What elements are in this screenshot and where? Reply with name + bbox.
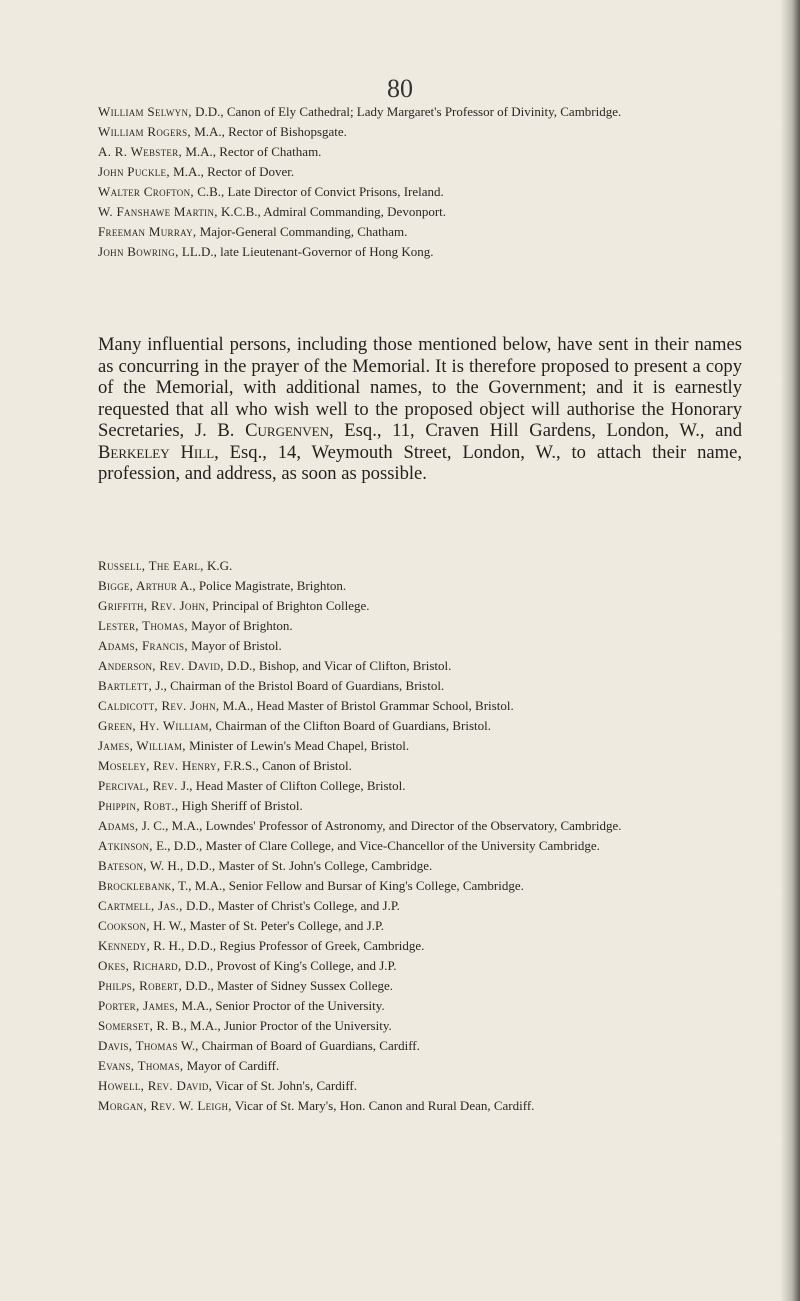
entry-details: C.B., Late Director of Convict Prisons, Ireland.	[193, 184, 444, 199]
entry-details: LL.D., late Lieutenant-Governor of Hong Kong.	[178, 244, 434, 259]
list-entry	[98, 978, 738, 994]
entry-details: F.R.S., Canon of Bristol.	[220, 758, 352, 773]
entry-details: Mayor of Bristol.	[187, 638, 282, 653]
entry-name: Russell, The Earl,	[98, 558, 204, 573]
entry-name: Walter Crofton,	[98, 184, 194, 199]
entry-name: Evans, Thomas,	[98, 1058, 184, 1073]
memorial-paragraph	[98, 334, 742, 485]
list-entry	[98, 618, 738, 634]
entry-name: Griffith, Rev. John,	[98, 598, 209, 613]
entry-details: M.A., Head Master of Bristol Grammar School, Bristol.	[219, 698, 514, 713]
entry-name: Percival, Rev.	[98, 778, 178, 793]
list-entry	[98, 124, 738, 140]
list-entry	[98, 598, 738, 614]
entry-name: Adams,	[98, 818, 139, 833]
list-entry	[98, 718, 738, 734]
entry-details: R. B., M.A., Junior Proctor of the University.	[153, 1018, 392, 1033]
entry-name: Bateson,	[98, 858, 147, 873]
list-entry	[98, 244, 738, 260]
entry-name: Anderson, Rev. David,	[98, 658, 224, 673]
entry-details: Minister of Lewin's Mead Chapel, Bristol.	[185, 738, 410, 753]
entry-name: Porter, James,	[98, 998, 179, 1013]
list-entry	[98, 958, 738, 974]
signatories-top-list	[98, 104, 738, 264]
secretary-name-1: Curgenven,	[245, 420, 334, 441]
list-entry	[98, 818, 738, 834]
entry-details: D.D., Master of Christ's College, and J.P.	[182, 898, 400, 913]
entry-name: John Puckle,	[98, 164, 170, 179]
entry-name: James, William,	[98, 738, 186, 753]
list-entry	[98, 224, 738, 240]
list-entry	[98, 1018, 738, 1034]
entry-name: Cookson,	[98, 918, 150, 933]
entry-details: Major-General Commanding, Chatham.	[196, 224, 408, 239]
list-entry	[98, 898, 738, 914]
entry-name: Phippin, Robt.,	[98, 798, 179, 813]
entry-details: Chairman of the Clifton Board of Guardians, Bristol.	[212, 718, 491, 733]
page-edge-shadow	[780, 0, 800, 1301]
list-entry	[98, 144, 738, 160]
entry-details: Vicar of St. John's, Cardiff.	[212, 1078, 358, 1093]
list-entry	[98, 778, 738, 794]
list-entry	[98, 578, 738, 594]
paragraph-text-1: Many influential persons, including those mentioned below, have sent in their names as concurring in the prayer of the Memorial. It is therefore proposed to present a copy of the Memorial, with additional names, to the Government; and it is earnestly requested that all who wish well to the proposed object will authorise the Honorary Secretaries, J. B.	[98, 334, 742, 441]
list-entry	[98, 164, 738, 180]
entry-details: D.D., Master of Sidney Sussex College.	[182, 978, 393, 993]
entry-name: Morgan, Rev. W. Leigh,	[98, 1098, 232, 1113]
entry-name: Atkinson,	[98, 838, 153, 853]
entry-details: Mayor of Brighton.	[187, 618, 293, 633]
entry-name: John Bowring,	[98, 244, 179, 259]
entry-details: K.G.	[203, 558, 233, 573]
entry-details: M.A., Rector of Chatham.	[182, 144, 322, 159]
entry-details: D.D., Canon of Ely Cathedral; Lady Margaret's Professor of Divinity, Cambridge.	[191, 104, 622, 119]
list-entry	[98, 204, 738, 220]
paragraph-text-3: Esq., 14, Weymouth Street, London, W., to attach their name, profession, and address, as soon as possible.	[98, 441, 742, 484]
entry-details: H. W., Master of St. Peter's College, and J.P.	[149, 918, 384, 933]
entry-name: Moseley, Rev. Henry,	[98, 758, 221, 773]
entry-details: J., Chairman of the Bristol Board of Guardians, Bristol.	[152, 678, 445, 693]
entry-name: Somerset,	[98, 1018, 154, 1033]
paragraph-text-2: Esq., 11, Craven Hill Gardens, London, W., and	[333, 420, 742, 441]
list-entry	[98, 998, 738, 1014]
list-entry	[98, 758, 738, 774]
entry-details: K.C.B., Admiral Commanding, Devonport.	[217, 204, 447, 219]
entry-name: Adams, Francis,	[98, 638, 188, 653]
list-entry	[98, 1038, 738, 1054]
list-entry	[98, 1058, 738, 1074]
entry-details: D.D., Bishop, and Vicar of Clifton, Bristol.	[223, 658, 452, 673]
entry-details: R. H., D.D., Regius Professor of Greek, Cambridge.	[150, 938, 425, 953]
entry-details: Vicar of St. Mary's, Hon. Canon and Rural Dean, Cardiff.	[231, 1098, 535, 1113]
signatories-bottom-list	[98, 558, 738, 1118]
entry-details: Principal of Brighton College.	[208, 598, 370, 613]
list-entry	[98, 918, 738, 934]
entry-name: Bartlett,	[98, 678, 153, 693]
entry-details: J. C., M.A., Lowndes' Professor of Astronomy, and Director of the Observatory, Cambridge.	[138, 818, 622, 833]
entry-name: Cartmell, Jas.,	[98, 898, 183, 913]
entry-details: High Sheriff of Bristol.	[178, 798, 303, 813]
entry-name: Lester, Thomas,	[98, 618, 188, 633]
list-entry	[98, 698, 738, 714]
entry-details: Mayor of Cardiff.	[183, 1058, 280, 1073]
entry-details: A., Police Magistrate, Brighton.	[177, 578, 347, 593]
entry-details: W., Chairman of Board of Guardians, Cardiff.	[177, 1038, 420, 1053]
list-entry	[98, 104, 738, 120]
entry-name: William Selwyn,	[98, 104, 192, 119]
entry-details: M.A., Rector of Dover.	[169, 164, 295, 179]
entry-details: J., Head Master of Clifton College, Bristol.	[177, 778, 406, 793]
list-entry	[98, 838, 738, 854]
entry-name: Philps, Robert,	[98, 978, 183, 993]
entry-name: Kennedy,	[98, 938, 151, 953]
entry-name: Green, Hy. William,	[98, 718, 213, 733]
list-entry	[98, 738, 738, 754]
list-entry	[98, 678, 738, 694]
list-entry	[98, 638, 738, 654]
list-entry	[98, 558, 738, 574]
entry-name: Okes, Richard,	[98, 958, 182, 973]
list-entry	[98, 798, 738, 814]
entry-name: William Rogers,	[98, 124, 191, 139]
list-entry	[98, 184, 738, 200]
list-entry	[98, 858, 738, 874]
list-entry	[98, 658, 738, 674]
list-entry	[98, 878, 738, 894]
entry-details: E., D.D., Master of Clare College, and Vice-Chancellor of the University Cambridge.	[152, 838, 600, 853]
entry-name: Freeman Murray,	[98, 224, 197, 239]
entry-details: M.A., Senior Proctor of the University.	[178, 998, 385, 1013]
entry-details: T., M.A., Senior Fellow and Bursar of King's College, Cambridge.	[175, 878, 524, 893]
entry-details: W. H., D.D., Master of St. John's College, Cambridge.	[146, 858, 433, 873]
entry-name: W. Fanshawe Martin,	[98, 204, 218, 219]
list-entry	[98, 1098, 738, 1114]
page-number: 80	[387, 74, 413, 103]
entry-name: Bigge, Arthur	[98, 578, 178, 593]
entry-name: Davis, Thomas	[98, 1038, 178, 1053]
entry-name: A. R. Webster,	[98, 144, 183, 159]
entry-details: D.D., Provost of King's College, and J.P.	[181, 958, 397, 973]
list-entry	[98, 938, 738, 954]
entry-name: Caldicott, Rev. John,	[98, 698, 220, 713]
entry-name: Howell, Rev. David,	[98, 1078, 213, 1093]
entry-name: Brocklebank,	[98, 878, 176, 893]
entry-details: M.A., Rector of Bishopsgate.	[190, 124, 347, 139]
list-entry	[98, 1078, 738, 1094]
secretary-name-2: Berkeley Hill,	[98, 441, 219, 463]
